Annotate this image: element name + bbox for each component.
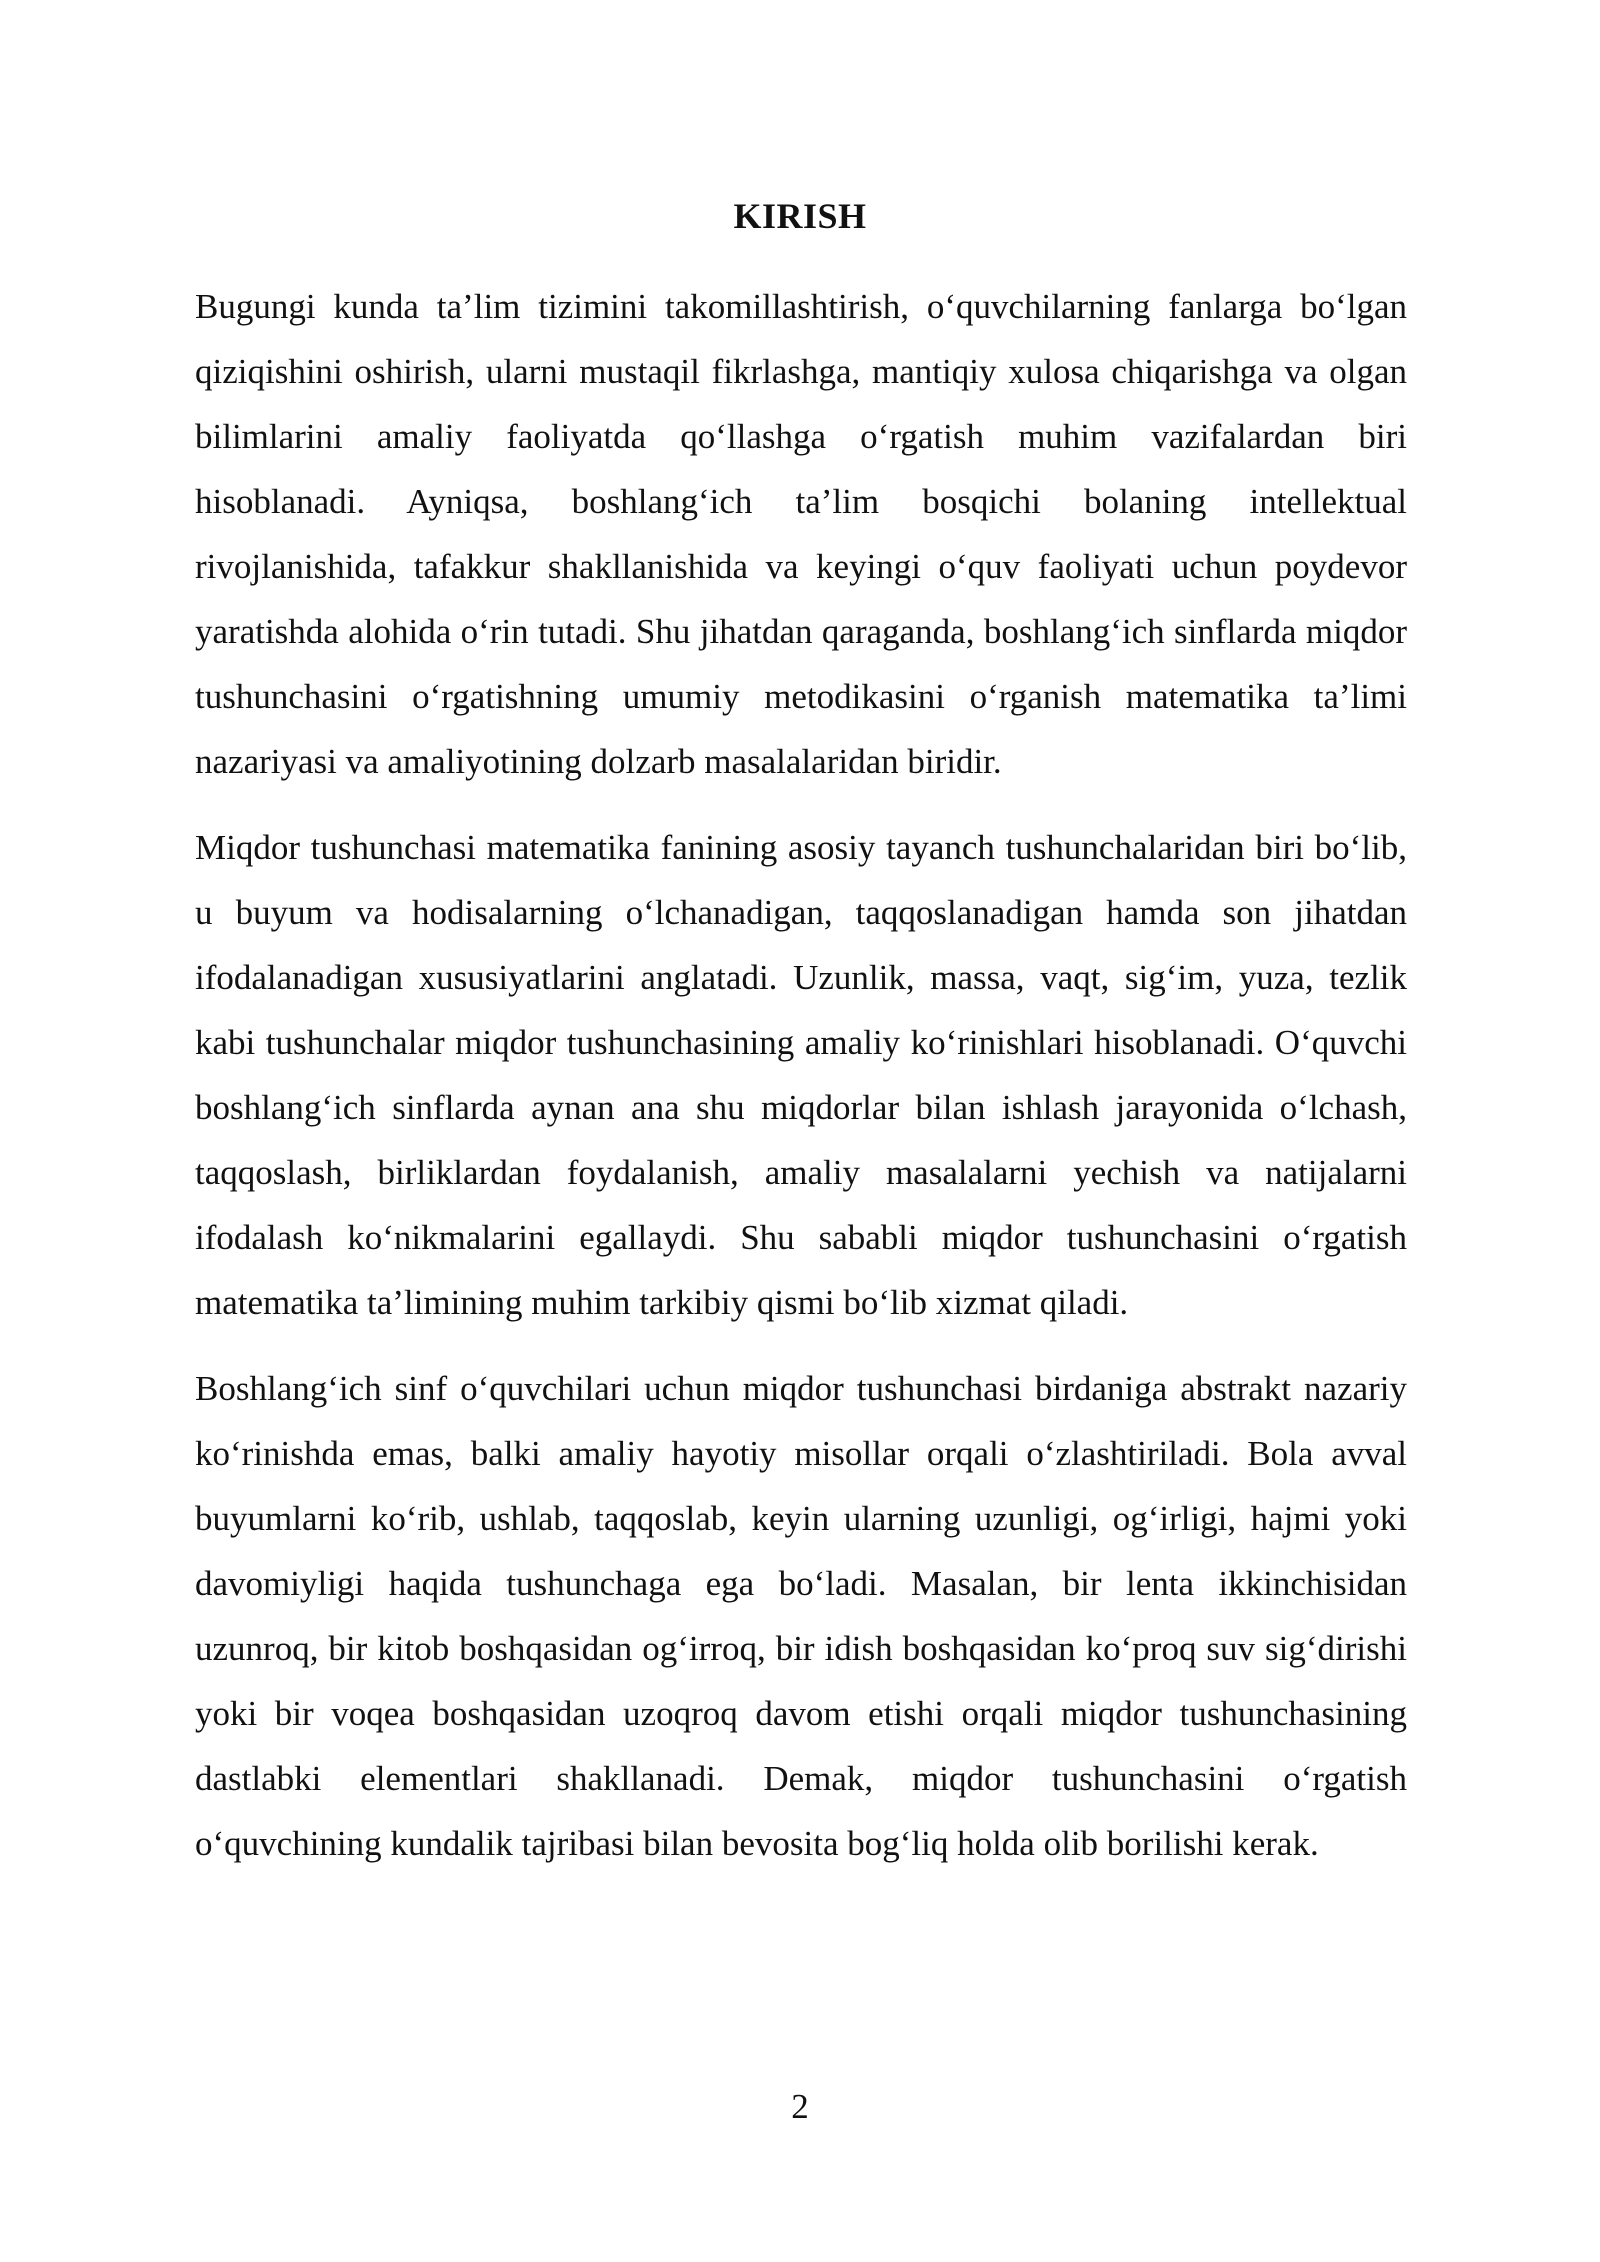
body-text <box>195 274 1407 1897</box>
paragraph-1: Bugungi kunda ta’lim tizimini takomillashtirish, o‘quvchilarning fanlarga bo‘lgan qiziqishini oshirish, ularni mustaqil fikrlashga, mantiqiy xulosa chiqarishga va olgan bilimlarini amaliy faoliyatda qo‘llashga o‘rgatish muhim vazifalardan biri hisoblanadi. Ayniqsa, boshlang‘ich ta’lim bosqichi bolaning intellektual rivojlanishida, tafakkur shakllanishida va keyingi o‘quv faoliyati uchun poydevor yaratishda alohida o‘rin tutadi. Shu jihatdan qaraganda, boshlang‘ich sinflarda miqdor tushunchasini o‘rgatishning umumiy metodikasini o‘rganish matematika ta’limi nazariyasi va amaliyotining dolzarb masalalaridan biridir. <box>195 287 1407 781</box>
paragraph-3: Boshlang‘ich sinf o‘quvchilari uchun miqdor tushunchasi birdaniga abstrakt nazariy ko‘rinishda emas, balki amaliy hayotiy misollar orqali o‘zlashtiriladi. Bola avval buyumlarni ko‘rib, ushlab, taqqoslab, keyin ularning uzunligi, og‘irligi, hajmi yoki davomiyligi haqida tushunchaga ega bo‘ladi. Masalan, bir lenta ikkinchisidan uzunroq, bir kitob boshqasidan og‘irroq, bir idish boshqasidan ko‘proq suv sig‘dirishi yoki bir voqea boshqasidan uzoqroq davom etishi orqali miqdor tushunchasining dastlabki elementlari shakllanadi. Demak, miqdor tushunchasini o‘rgatish o‘quvchining kundalik tajribasi bilan bevosita bog‘liq holda olib borilishi kerak. <box>195 1369 1407 1863</box>
section-heading: KIRISH <box>733 196 867 236</box>
paragraph-2: Miqdor tushunchasi matematika fanining asosiy tayanch tushunchalaridan biri bo‘lib, u buyum va hodisalarning o‘lchanadigan, taqqoslanadigan hamda son jihatdan ifodalanadigan xususiyatlarini anglatadi. Uzunlik, massa, vaqt, sig‘im, yuza, tezlik kabi tushunchalar miqdor tushunchasining amaliy ko‘rinishlari hisoblanadi. O‘quvchi boshlang‘ich sinflarda aynan ana shu miqdorlar bilan ishlash jarayonida o‘lchash, taqqoslash, birliklardan foydalanish, amaliy masalalarni yechish va natijalarni ifodalash ko‘nikmalarini egallaydi. Shu sababli miqdor tushunchasini o‘rgatish matematika ta’limining muhim tarkibiy qismi bo‘lib xizmat qiladi. <box>195 828 1407 1322</box>
page-number: 2 <box>791 2087 809 2126</box>
